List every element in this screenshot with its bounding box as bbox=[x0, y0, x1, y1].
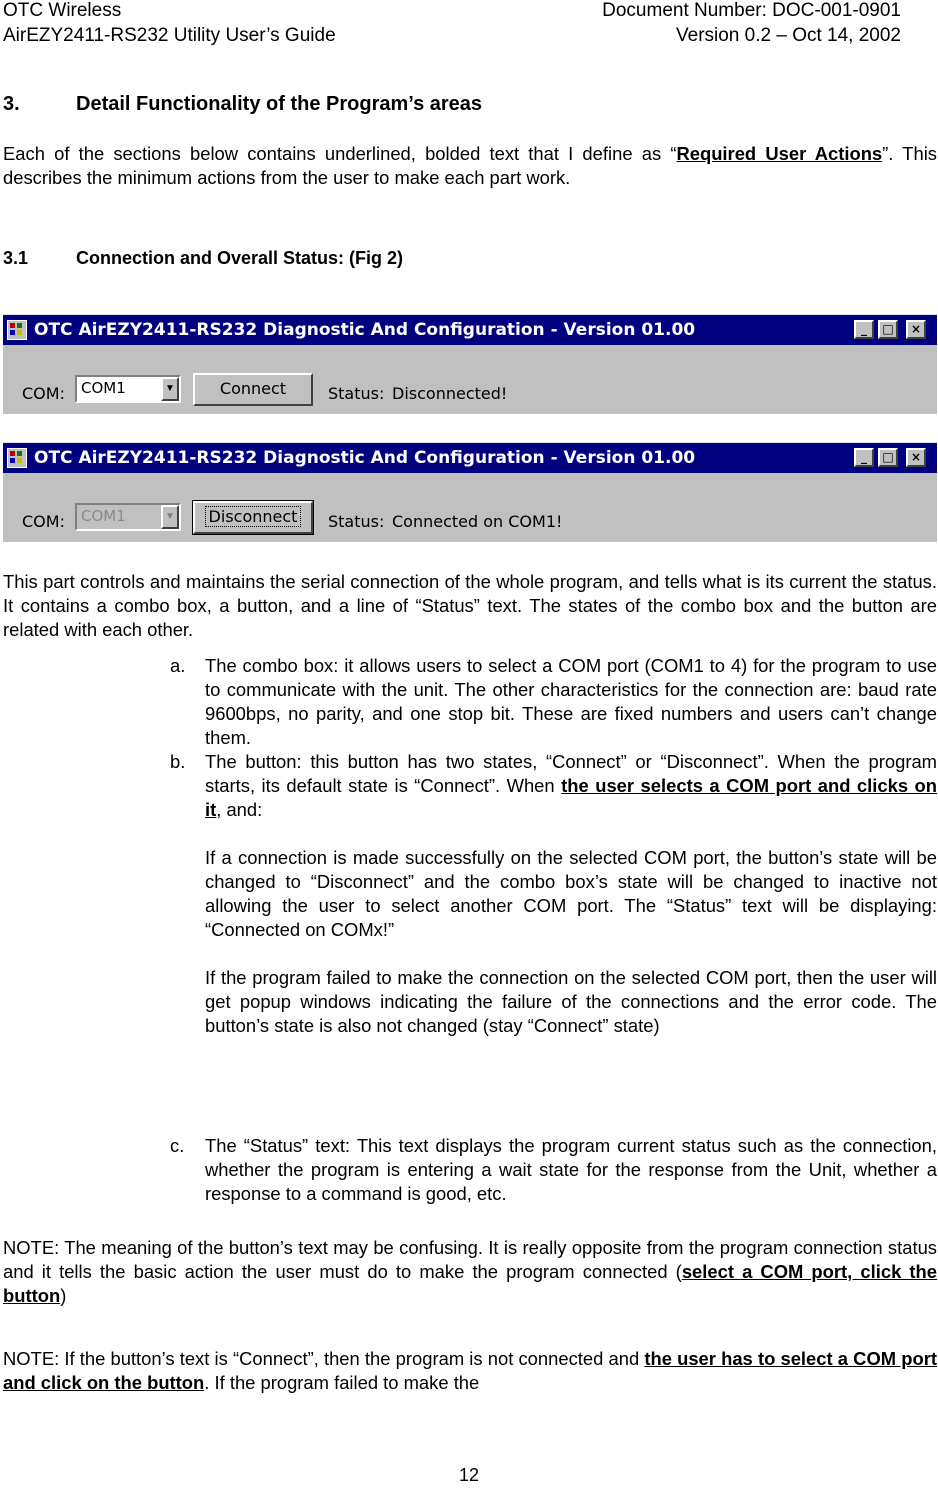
intro-text: Each of the sections below contains underlined, bolded text that I define as “ bbox=[3, 143, 677, 164]
minimize-icon[interactable]: _ bbox=[854, 448, 874, 467]
note-2 bbox=[3, 1347, 937, 1395]
status-label: Status: bbox=[328, 512, 385, 531]
note-2-required-action: the user has to select a COM port and click on the button bbox=[3, 1348, 937, 1393]
note-1-post: ) bbox=[60, 1285, 67, 1306]
list-item-c-label: c. bbox=[170, 1135, 185, 1156]
item-b-post: , and: bbox=[216, 799, 263, 820]
window-titlebar bbox=[3, 315, 937, 345]
list-item-b-label: b. bbox=[170, 751, 186, 772]
disconnect-button-label: Disconnect bbox=[205, 506, 302, 527]
list-item-a bbox=[170, 654, 937, 750]
list-item-b-text bbox=[205, 750, 937, 822]
list-item-b-success: If a connection is made successfully on the selected COM port, the button’s state will be changed to “Disconnect” and the combo box’s state will be changed to inactive not allowing the user to select another COM port. The “Status” text will be displaying: “Connected on COMx!” bbox=[205, 847, 937, 940]
section-3-1-title: Connection and Overall Status: (Fig 2) bbox=[76, 248, 404, 268]
com-port-value: COM1 bbox=[81, 507, 126, 525]
header-company: OTC Wireless bbox=[3, 0, 122, 21]
app-icon bbox=[7, 320, 27, 340]
screenshot-connected bbox=[3, 442, 937, 542]
com-label: COM: bbox=[22, 512, 65, 531]
note-2-pre: NOTE: If the button’s text is “Connect”, then the program is not connected and bbox=[3, 1348, 645, 1369]
list-item-c-text: The “Status” text: This text displays the program current status such as the connection, whether the program is entering a wait state for the response from the Unit, whether a response to a command is good, etc. bbox=[205, 1135, 937, 1204]
note-1-required-action: select a COM port, click the button bbox=[3, 1261, 937, 1306]
chevron-down-icon[interactable]: ▼ bbox=[161, 377, 179, 401]
section-3-1-number: 3.1 bbox=[3, 248, 29, 268]
note-1 bbox=[3, 1236, 937, 1308]
note-2-post: . If the program failed to make the bbox=[204, 1372, 480, 1393]
header-doc-number: Document Number: DOC-001-0901 bbox=[602, 0, 901, 21]
section-3-title: Detail Functionality of the Program’s areas bbox=[76, 93, 483, 115]
header-version: Version 0.2 – Oct 14, 2002 bbox=[676, 25, 901, 46]
status-line bbox=[328, 512, 562, 531]
section-3-intro bbox=[3, 142, 937, 190]
maximize-icon[interactable]: □ bbox=[878, 320, 898, 339]
list-item-a-label: a. bbox=[170, 655, 186, 676]
com-port-combo[interactable] bbox=[75, 375, 181, 403]
com-port-combo-disabled bbox=[75, 503, 181, 531]
section-3-number: 3. bbox=[3, 93, 20, 115]
intro-text-end: ”. This describes the minimum actions from the user to make each part work. bbox=[3, 143, 937, 188]
list-item-b-failure: If the program failed to make the connection on the selected COM port, then the user will get popup windows indicating the failure of the connections and the error code. The button’s state is also not changed (stay “Connect” state) bbox=[205, 967, 937, 1036]
item-b-required-action: the user selects a COM port and clicks on it bbox=[205, 775, 938, 820]
disconnect-button[interactable] bbox=[193, 501, 313, 534]
page-number: 12 bbox=[458, 1465, 480, 1485]
header-guide-title: AirEZY2411-RS232 Utility User’s Guide bbox=[3, 25, 336, 46]
com-label: COM: bbox=[22, 384, 65, 403]
section-3-heading bbox=[3, 93, 482, 116]
minimize-icon[interactable]: _ bbox=[854, 320, 874, 339]
section-3-1-heading bbox=[3, 248, 403, 269]
note-1-pre: NOTE: The meaning of the button’s text may be confusing. It is really opposite from the program connection status and it tells the basic action the user must do to make the program connected ( bbox=[3, 1237, 937, 1282]
screenshot-disconnected bbox=[3, 314, 937, 414]
section-3-1-description: This part controls and maintains the serial connection of the whole program, and tells what is its current the status. It contains a combo box, a button, and a line of “Status” text. The states of the combo box and the button are related with each other. bbox=[3, 571, 937, 640]
required-user-actions-term: Required User Actions bbox=[676, 143, 883, 164]
close-icon[interactable]: × bbox=[906, 448, 926, 467]
window-title: OTC AirEZY2411-RS232 Diagnostic And Configuration - Version 01.00 bbox=[34, 448, 696, 468]
status-line bbox=[328, 384, 507, 403]
list-item-b bbox=[170, 750, 938, 1038]
maximize-icon[interactable]: □ bbox=[878, 448, 898, 467]
chevron-down-icon: ▼ bbox=[161, 505, 179, 529]
item-b-pre: The button: this button has two states, “Connect” or “Disconnect”. When the program starts, its default state is “Connect”. When bbox=[205, 751, 937, 796]
status-label: Status: bbox=[328, 384, 385, 403]
com-port-value: COM1 bbox=[81, 379, 126, 397]
list-item-a-text: The combo box: it allows users to select a COM port (COM1 to 4) for the program to use to communicate with the unit. The other characteristics for the connection are: baud rate 9600bps, no parity, and one stop bit. These are fixed numbers and users can’t change them. bbox=[205, 655, 937, 748]
status-value: Connected on COM1! bbox=[392, 512, 563, 531]
status-value: Disconnected! bbox=[392, 384, 508, 403]
connect-button[interactable]: Connect bbox=[193, 373, 313, 406]
window-titlebar bbox=[3, 443, 937, 473]
list-item-c bbox=[170, 1134, 937, 1206]
app-icon bbox=[7, 448, 27, 468]
window-title: OTC AirEZY2411-RS232 Diagnostic And Configuration - Version 01.00 bbox=[34, 320, 696, 340]
close-icon[interactable]: × bbox=[906, 320, 926, 339]
